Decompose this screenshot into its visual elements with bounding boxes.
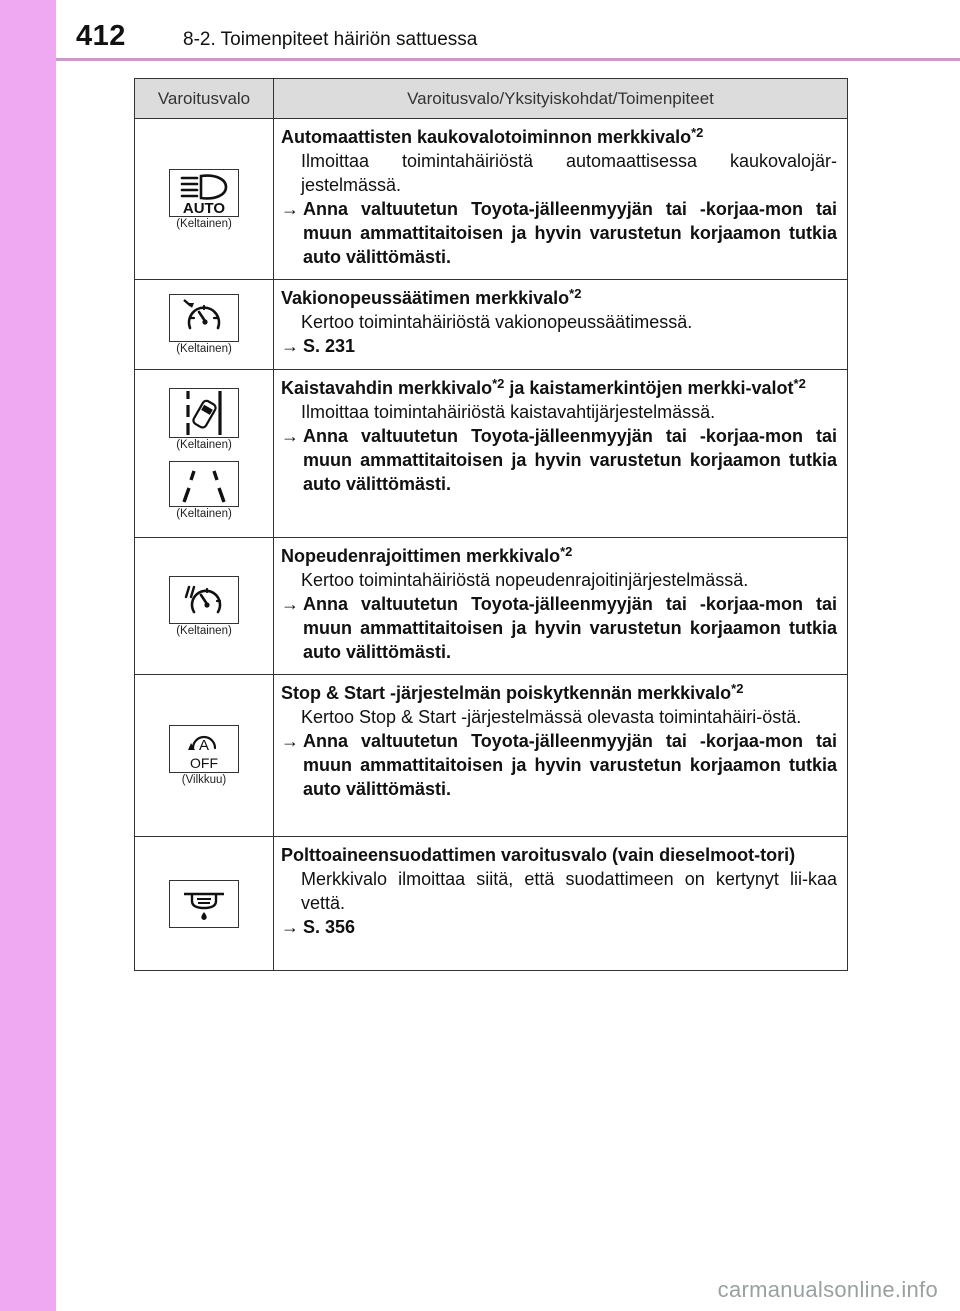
action-text: S. 356 bbox=[303, 917, 356, 937]
arrow-icon: → bbox=[281, 917, 299, 937]
warning-light-table bbox=[134, 78, 848, 971]
section-title: 8-2. Toimenpiteet häiriön sattuessa bbox=[183, 29, 478, 50]
row-action bbox=[281, 334, 837, 358]
row-title bbox=[281, 681, 837, 705]
row-body: Kertoo Stop & Start -järjestelmässä olevasta toimintahäiri-östä. bbox=[301, 707, 802, 727]
row-body: Ilmoittaa toimintahäiriöstä automaattisessa kaukovalojär-jestelmässä. bbox=[301, 151, 837, 195]
row-action bbox=[281, 729, 837, 801]
side-tab bbox=[0, 0, 56, 1311]
title-text: Automaattisten kaukovalotoiminnon merkkivalo bbox=[281, 127, 692, 147]
description-cell bbox=[274, 538, 848, 675]
icon-color-label: (Keltainen) bbox=[176, 507, 232, 520]
row-body: Kertoo toimintahäiriöstä vakionopeussäätimessä. bbox=[301, 312, 693, 332]
icon-color-label: (Keltainen) bbox=[176, 438, 232, 451]
footnote-marker: *2 bbox=[492, 376, 505, 391]
icon-color-label: (Keltainen) bbox=[176, 343, 232, 355]
row-body: Kertoo toimintahäiriöstä nopeudenrajoitinjärjestelmässä. bbox=[301, 570, 749, 590]
icon-color-label: (Keltainen) bbox=[176, 217, 232, 230]
action-text: Anna valtuutetun Toyota-jälleenmyyjän tai -korjaa-mon tai muun ammattitaitoisen ja hyvin varustetun korjaamon tutkia auto välittömästi. bbox=[303, 731, 837, 799]
icon-cell bbox=[135, 370, 274, 538]
row-title bbox=[281, 376, 837, 400]
action-text: Anna valtuutetun Toyota-jälleenmyyjän tai -korjaa-mon tai muun ammattitaitoisen ja hyvin varustetun korjaamon tutkia auto välittömästi. bbox=[303, 199, 837, 267]
icon-letter: A bbox=[198, 737, 210, 754]
footnote-marker: *2 bbox=[569, 286, 582, 301]
footnote-marker: *2 bbox=[731, 681, 744, 696]
table-row bbox=[135, 675, 848, 837]
title-text: Stop & Start -järjestelmän poiskytkennän merkkivalo bbox=[281, 683, 732, 703]
arrow-icon: → bbox=[281, 731, 299, 751]
table-row bbox=[135, 837, 848, 971]
table-header-row bbox=[135, 79, 848, 119]
icon-cell bbox=[135, 119, 274, 280]
table-row bbox=[135, 280, 848, 370]
auto-icon-text: AUTO bbox=[182, 199, 226, 216]
column-header-light: Varoitusvalo bbox=[135, 79, 274, 119]
cruise-control-icon bbox=[169, 294, 239, 342]
column-header-details: Varoitusvalo/Yksityiskohdat/Toimenpiteet bbox=[274, 79, 848, 119]
icon-cell bbox=[135, 538, 274, 675]
arrow-icon: → bbox=[281, 199, 299, 219]
footnote-marker: *2 bbox=[560, 544, 573, 559]
icon-cell bbox=[135, 280, 274, 370]
action-text: S. 231 bbox=[303, 336, 356, 356]
header-rule bbox=[56, 58, 960, 61]
icon-cell bbox=[135, 675, 274, 837]
row-title bbox=[281, 286, 837, 310]
icon-cell bbox=[135, 837, 274, 971]
table-row bbox=[135, 538, 848, 675]
title-text: Vakionopeussäätimen merkkivalo bbox=[281, 288, 570, 308]
arrow-icon: → bbox=[281, 336, 299, 356]
title-text: Kaistavahdin merkkivalo bbox=[281, 378, 493, 398]
footnote-marker: *2 bbox=[793, 376, 806, 391]
lane-departure-icon bbox=[169, 388, 239, 438]
description-cell bbox=[274, 119, 848, 280]
lane-markings-icon bbox=[169, 461, 239, 507]
speed-limiter-icon bbox=[169, 576, 239, 624]
fuel-filter-icon bbox=[169, 880, 239, 928]
auto-high-beam-icon bbox=[169, 169, 239, 217]
description-cell bbox=[274, 280, 848, 370]
row-title: Polttoaineensuodattimen varoitusvalo (vain dieselmoot-tori) bbox=[281, 845, 796, 865]
page-number: 412 bbox=[76, 20, 126, 52]
title-text: ja kaistamerkintöjen merkki-valot bbox=[504, 378, 794, 398]
description-cell bbox=[274, 370, 848, 538]
row-action bbox=[281, 915, 837, 939]
footnote-marker: *2 bbox=[691, 125, 704, 140]
icon-color-label: (Vilkkuu) bbox=[181, 774, 227, 786]
title-text: Nopeudenrajoittimen merkkivalo bbox=[281, 546, 561, 566]
action-text: Anna valtuutetun Toyota-jälleenmyyjän tai -korjaa-mon tai muun ammattitaitoisen ja hyvin varustetun korjaamon tutkia auto välittömästi. bbox=[303, 426, 837, 494]
watermark: carmanualsonline.info bbox=[717, 1277, 938, 1302]
stop-start-off-icon bbox=[169, 725, 239, 773]
table-row bbox=[135, 370, 848, 538]
table-row bbox=[135, 119, 848, 280]
row-action bbox=[281, 592, 837, 664]
icon-off-text: OFF bbox=[190, 755, 218, 771]
action-text: Anna valtuutetun Toyota-jälleenmyyjän tai -korjaa-mon tai muun ammattitaitoisen ja hyvin varustetun korjaamon tutkia auto välittömästi. bbox=[303, 594, 837, 662]
description-cell bbox=[274, 837, 848, 971]
row-body: Ilmoittaa toimintahäiriöstä kaistavahtijärjestelmässä. bbox=[301, 402, 716, 422]
arrow-icon: → bbox=[281, 594, 299, 614]
row-title bbox=[281, 544, 837, 568]
description-cell bbox=[274, 675, 848, 837]
icon-color-label: (Keltainen) bbox=[176, 624, 232, 637]
row-action bbox=[281, 424, 837, 496]
row-action bbox=[281, 197, 837, 269]
arrow-icon: → bbox=[281, 426, 299, 446]
row-title bbox=[281, 125, 837, 149]
row-body: Merkkivalo ilmoittaa siitä, että suodattimeen on kertynyt lii-kaa vettä. bbox=[301, 869, 837, 913]
